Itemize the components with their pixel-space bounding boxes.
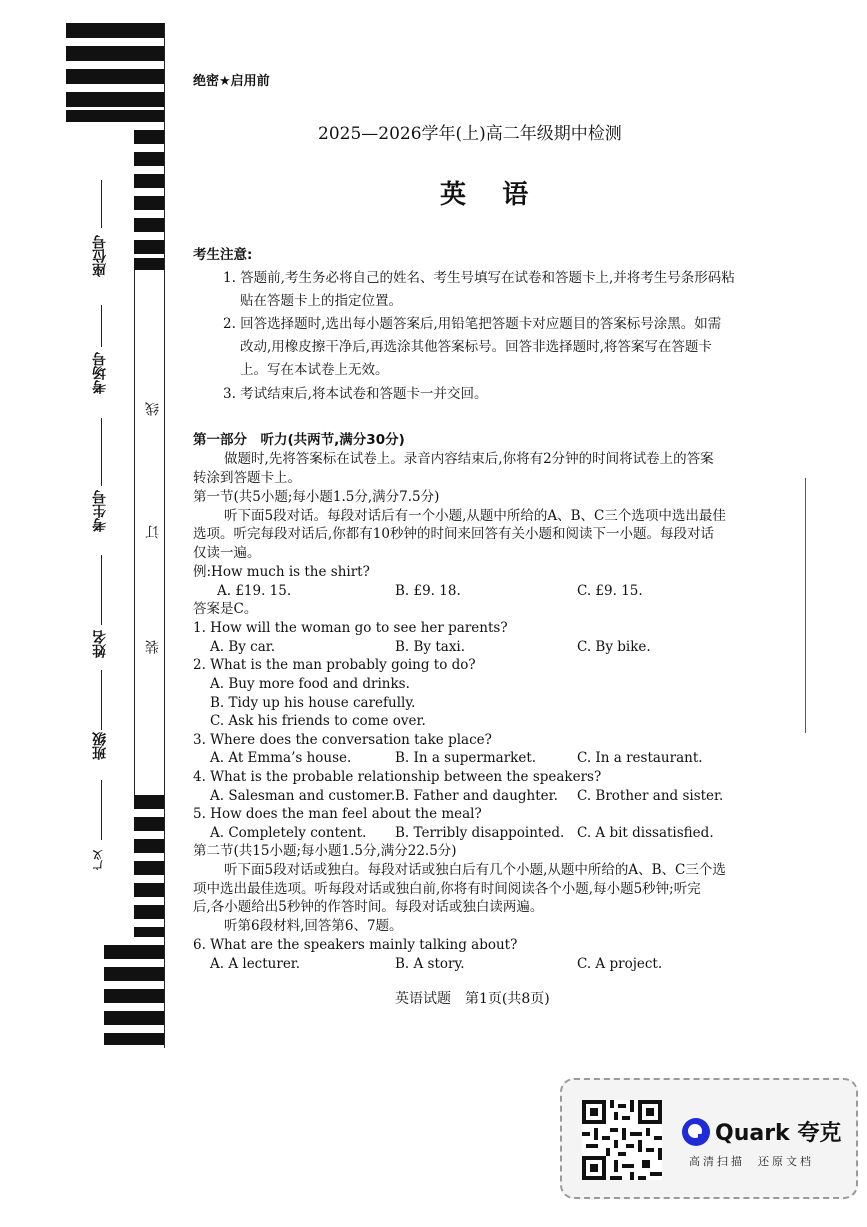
seat-label: 座位号 (92, 235, 108, 277)
option-b: B. Tidy up his house carefully. (210, 695, 416, 711)
question-stem: 4. What is the probable relationship between the speakers? (193, 769, 602, 785)
notice-item: 3. 考试结束后,将本试卷和答题卡一并交回。 (223, 386, 488, 402)
question-stem: 1. How will the woman go to see her parents? (193, 620, 508, 636)
brand-name: Quark 夸克 (715, 1121, 842, 1146)
page-footer: 英语试题 第1页(共8页) (395, 991, 550, 1007)
notice-item: 1. 答题前,考生务必将自己的姓名、考生号填写在试卷和答题卡上,并将考生号条形码粘 (223, 270, 735, 286)
question-stem: 3. Where does the conversation take place? (193, 732, 492, 748)
part1-intro: 做题时,先将答案标在试卷上。录音内容结束后,你将有2分钟的时间将试卷上的答案 (224, 451, 714, 467)
option-a: A. By car. (210, 639, 276, 655)
qr-code-icon (582, 1100, 662, 1180)
option-c: C. A bit dissatisfied. (577, 825, 714, 841)
option-b: B. Father and daughter. (395, 788, 558, 804)
question-stem: 5. How does the man feel about the meal? (193, 806, 482, 822)
section2-intro: 听下面5段对话或独白。每段对话或独白后有几个小题,从题中所给的A、B、C三个选 (224, 862, 726, 878)
name-label: 姓名 (92, 630, 108, 658)
option-c: C. By bike. (577, 639, 651, 655)
option-a: A. Completely content. (210, 825, 367, 841)
example-option-c: C. £9. 15. (577, 583, 643, 599)
option-c: C. A project. (577, 956, 663, 972)
exam-number-label: 考生号 (92, 490, 108, 532)
margin-mark: 广义 (94, 850, 105, 870)
notice-item: 贴在答题卡上的指定位置。 (240, 293, 402, 309)
option-c: C. Ask his friends to come over. (210, 713, 426, 729)
option-a: A. Salesman and customer. (210, 788, 396, 804)
option-b: B. Terribly disappointed. (395, 825, 565, 841)
section2-heading: 第二节(共15小题;每小题1.5分,满分22.5分) (193, 843, 457, 859)
brand-tagline: 高清扫描 还原文档 (689, 1155, 814, 1168)
confidential-mark: 绝密★启用前 (193, 74, 270, 89)
section2-intro: 项中选出最佳选项。听每段对话或独白前,你将有时间阅读各个小题,每小题5秒钟;听完 (193, 881, 701, 897)
part1-intro: 转涂到答题卡上。 (193, 470, 301, 486)
section1-heading: 第一节(共5小题;每小题1.5分,满分7.5分) (193, 489, 440, 505)
section1-intro: 听下面5段对话。每段对话后有一个小题,从题中所给的A、B、C三个选项中选出最佳 (224, 508, 726, 524)
option-b: B. By taxi. (395, 639, 466, 655)
notice-title: 考生注意: (193, 247, 253, 263)
section2-intro: 后,各小题给出5秒钟的作答时间。每段对话或独白读两遍。 (193, 899, 544, 915)
example-option-b: B. £9. 18. (395, 583, 461, 599)
exam-title: 2025—2026学年(上)高二年级期中检测 (318, 124, 622, 144)
example-answer: 答案是C。 (193, 601, 258, 617)
scan-edge (805, 478, 806, 733)
quark-logo-icon (682, 1118, 710, 1146)
example-question: 例:How much is the shirt? (193, 564, 370, 580)
notice-item: 改动,用橡皮擦干净后,再选涂其他答案标号。回答非选择题时,将答案写在答题卡 (240, 339, 712, 355)
class-label: 班级 (92, 732, 108, 760)
room-label: 考场号 (92, 352, 108, 394)
material-note: 听第6段材料,回答第6、7题。 (224, 918, 403, 934)
section1-intro: 选项。听完每段对话后,你都有10秒钟的时间来回答有关小题和阅读下一小题。每段对话 (193, 526, 714, 542)
subject-title: 英 语 (440, 180, 529, 210)
section1-intro: 仅读一遍。 (193, 545, 261, 561)
notice-item: 2. 回答选择题时,选出每小题答案后,用铅笔把答题卡对应题目的答案标号涂黑。如需 (223, 316, 722, 332)
option-a: A. Buy more food and drinks. (210, 676, 410, 692)
option-a: A. At Emma’s house. (210, 750, 352, 766)
quark-watermark (560, 1078, 858, 1199)
option-b: B. A story. (395, 956, 465, 972)
option-c: C. In a restaurant. (577, 750, 703, 766)
part1-heading: 第一部分 听力(共两节,满分30分) (193, 432, 405, 448)
bind-marker: 订 (145, 525, 161, 539)
option-c: C. Brother and sister. (577, 788, 724, 804)
seal-marker: 装 (145, 640, 161, 654)
option-a: A. A lecturer. (210, 956, 301, 972)
question-stem: 6. What are the speakers mainly talking about? (193, 937, 518, 953)
line-marker: 线 (145, 402, 161, 416)
notice-item: 上。写在本试卷上无效。 (240, 362, 389, 378)
question-stem: 2. What is the man probably going to do? (193, 657, 476, 673)
option-b: B. In a supermarket. (395, 750, 537, 766)
example-option-a: A. £19. 15. (217, 583, 292, 599)
